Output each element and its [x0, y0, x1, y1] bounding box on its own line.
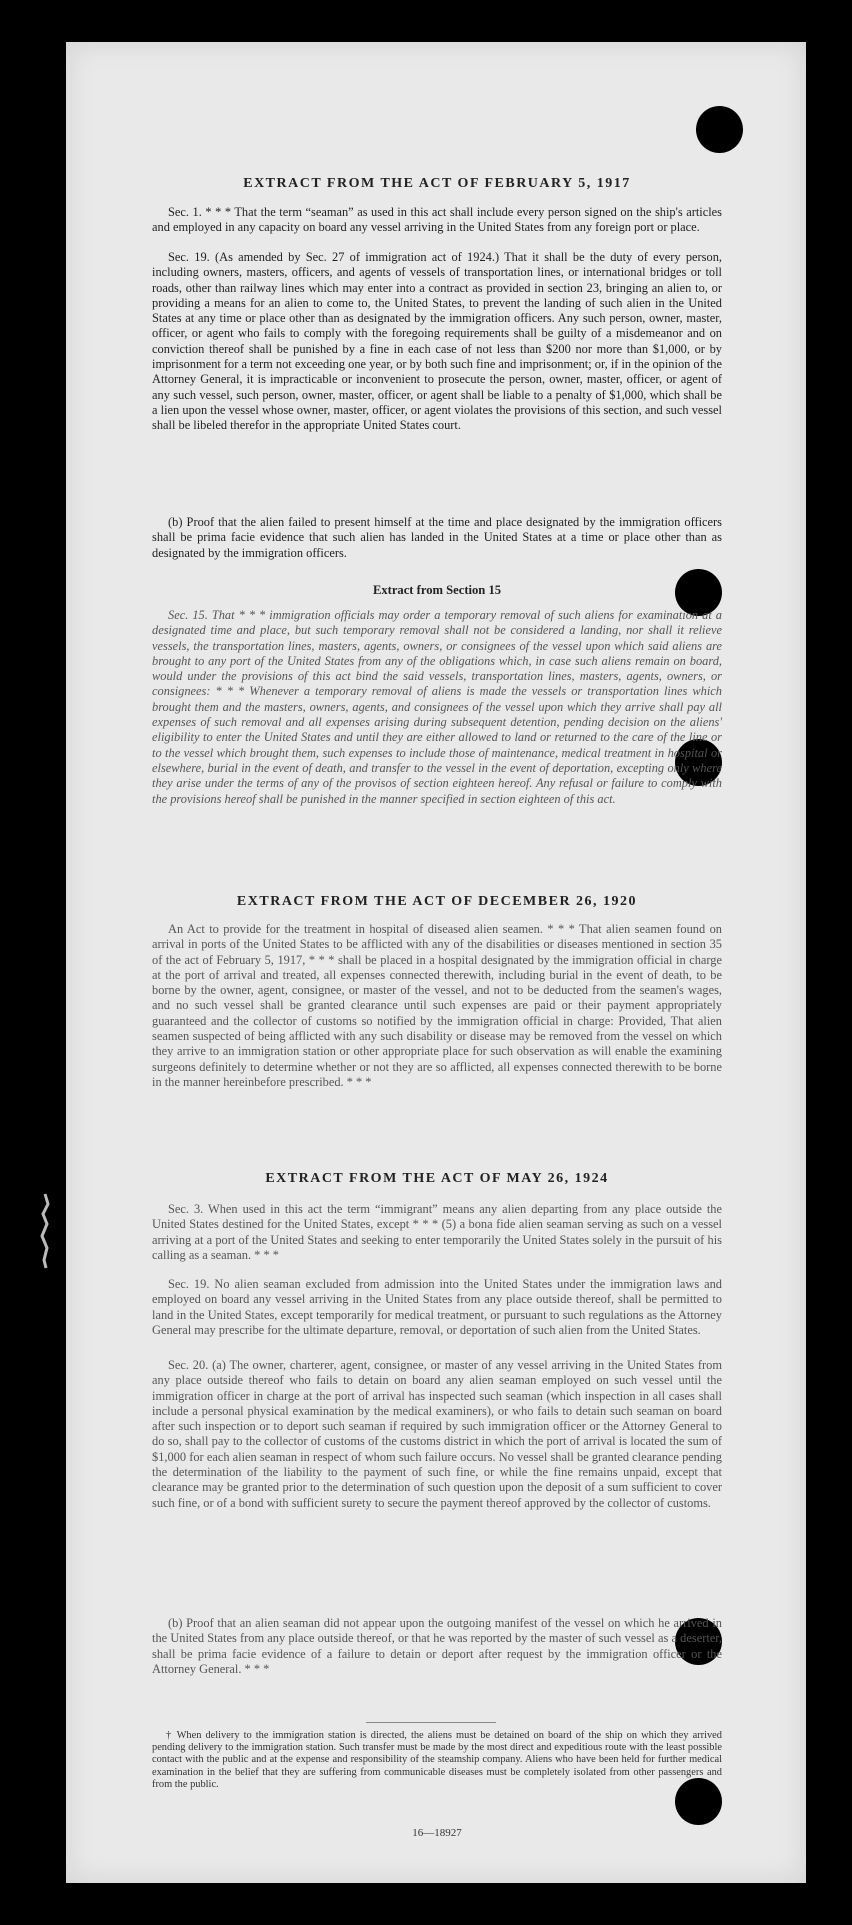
heading-act-1920: EXTRACT FROM THE ACT OF DECEMBER 26, 1920 [236, 894, 638, 909]
paragraph-sec-3: Sec. 3. When used in this act the term “immigrant” means any alien departing from any place outside the United States destined for the United States, except * * * (5) a bona fide alien seaman serving as such on a vessel arriving at a port of the United States and seeking to enter temporarily the United States solely in the pursuit of his calling as a seaman. * * * [152, 1202, 722, 1262]
paragraph-sec-19-1924: Sec. 19. No alien seaman excluded from admission into the United States under the immigration laws and employed on board any vessel arriving in the United States from any place outside thereof, shall be permitted to land in the United States, except temporarily for medical treatment, or pursuant to such regulations as the Attorney General may prescribe for the ultimate departure, removal, or deportation of such alien from the United States. [152, 1277, 722, 1337]
paragraph-sec-20-b: (b) Proof that an alien seaman did not appear upon the outgoing manifest of the vessel on which he arrived in the United States from any place outside thereof, or that he was reported by the master of such vessel as a deserter, shall be prima facie evidence of a failure to detain or deport after request by the immigration officer or the Attorney General. * * * [152, 1616, 722, 1676]
footnote: † When delivery to the immigration station is directed, the aliens must be detained on board of the ship on which they arrived pending delivery to the immigration station. Such transfer must be made by the most direct and expeditious route with the least possible contact with the public and at the expense and responsibility of the steamship company. Aliens who have been held for further medical examination in the belief that they are suffering from communicable diseases must be completely isolated from other passengers and from the public. [152, 1730, 722, 1790]
punch-hole-top [696, 106, 743, 153]
paragraph-sec-19: Sec. 19. (As amended by Sec. 27 of immigration act of 1924.) That it shall be the duty of every person, including owners, masters, officers, and agents of vessels of transportation lines, or international bridges or toll roads, other than railway lines which may enter into a contract as provided in section 23, bringing an alien to, or providing a means for an alien to come to, the United States, to prevent the landing of such alien in the United States at any time or place other than as designated by the immigration officers. Any such person, owner, master, officer, or agent who fails to comply with the foregoing requirements shall be guilty of a misdemeanor and on conviction thereof shall be punished by a fine in each case of not less than $200 nor more than $1,000, or by imprisonment for a term not exceeding one year, or by both such fine and imprisonment; or, if in the opinion of the Attorney General, it is impracticable or inconvenient to prosecute the person, owner, master, officer, or agent of any such vessel, such person, owner, master, officer, or agent shall be liable to a penalty of $1,000, which shall be a lien upon the vessel whose owner, master, officer, or agent violates the provisions of this section, and such vessel shall be libeled therefor in the appropriate United States court. [152, 250, 722, 433]
heading-section-15: Extract from Section 15 [372, 583, 502, 597]
paragraph-sec-15: Sec. 15. That * * * immigration officials may order a temporary removal of such aliens for examination at a designated time and place, but such temporary removal shall not be considered a landing, nor shall it relieve vessels, the transportation lines, masters, agents, owners, or consignees of the vessel upon which said aliens are brought to any port of the United States from any of the obligations which, in case such aliens remain on board, would under the provisions of this act bind the said vessels, transportation lines, masters, agents, owners, or consignees: * * * Whenever a temporary removal of aliens is made the vessels or transportation lines which brought them and the masters, owners, agents, and consignees of the vessel upon which they arrive shall pay all expenses of such removal and all expenses arising during subsequent detention, pending decision on the aliens' eligibility to enter the United States and until they are either allowed to land or returned to the care of the line or to the vessel which brought them, such expenses to include those of maintenance, medical treatment in hospital or elsewhere, burial in the event of death, and transfer to the vessel in the event of deportation, excepting only where they arise under the terms of any of the provisos of section eighteen hereof. Any refusal or failure to comply with the provisions hereof shall be punished in the manner specified in section eighteen of this act. [152, 608, 722, 806]
paragraph-sec-1: Sec. 1. * * * That the term “seaman” as used in this act shall include every person signed on the ship's articles and employed in any capacity on board any vessel arriving in the United States from any foreign port or place. [152, 205, 722, 235]
paragraph-act-1920: An Act to provide for the treatment in hospital of diseased alien seamen. * * * That alien seamen found on arrival in ports of the United States to be afflicted with any of the disabilities or diseases mentioned in section 35 of the act of February 5, 1917, * * * shall be placed in a hospital designated by the immigration official in charge at the port of arrival and treated, all expenses connected therewith, including burial in the event of death, to be borne by the owner, agent, consignee, or master of the vessel, and not to be deducted from the seamen's wages, and no such vessel shall be granted clearance until such expenses are paid or their payment appropriately guaranteed and the collector of customs so notified by the immigration official in charge: Provided, That alien seamen suspected of being afflicted with any such disability or disease may be removed from the vessel on which they arrive to an immigration station or other appropriate place for such observation as will enable the examining surgeons definitely to determine whether or not they are so afflicted, all expenses connected therewith to be borne in the manner hereinbefore prescribed. * * * [152, 922, 722, 1089]
paragraph-proof-b: (b) Proof that the alien failed to present himself at the time and place designated by the immigration officers shall be prima facie evidence that such alien has landed in the United States at a time or place other than as designated by the immigration officers. [152, 515, 722, 560]
footnote-divider [366, 1722, 496, 1723]
heading-act-1924: EXTRACT FROM THE ACT OF MAY 26, 1924 [265, 1171, 609, 1186]
form-number: 16—18927 [412, 1827, 462, 1839]
heading-act-1917: EXTRACT FROM THE ACT OF FEBRUARY 5, 1917 [243, 176, 631, 191]
document-page [66, 42, 806, 1883]
edge-smudge-mark [36, 1190, 54, 1270]
paragraph-sec-20-a: Sec. 20. (a) The owner, charterer, agent, consignee, or master of any vessel arriving in the United States from any place outside thereof who fails to detain on board any alien seaman employed on such vessel until the immigration officer in charge at the port of arrival has inspected such seaman (which inspection in all cases shall include a personal physical examination by the medical examiners), or who fails to detain such seaman on board after such inspection or to deport such seaman if required by such immigration officer or the Attorney General to do so, shall pay to the collector of customs of the customs district in which the port of arrival is located the sum of $1,000 for each alien seaman in respect of whom such failure occurs. No vessel shall be granted clearance pending the determination of the liability to the payment of such fine, or while the fine remains unpaid, except that clearance may be granted prior to the determination of such question upon the deposit of a sum sufficient to cover such fine, or of a bond with sufficient surety to secure the payment thereof approved by the collector of customs. [152, 1358, 722, 1510]
